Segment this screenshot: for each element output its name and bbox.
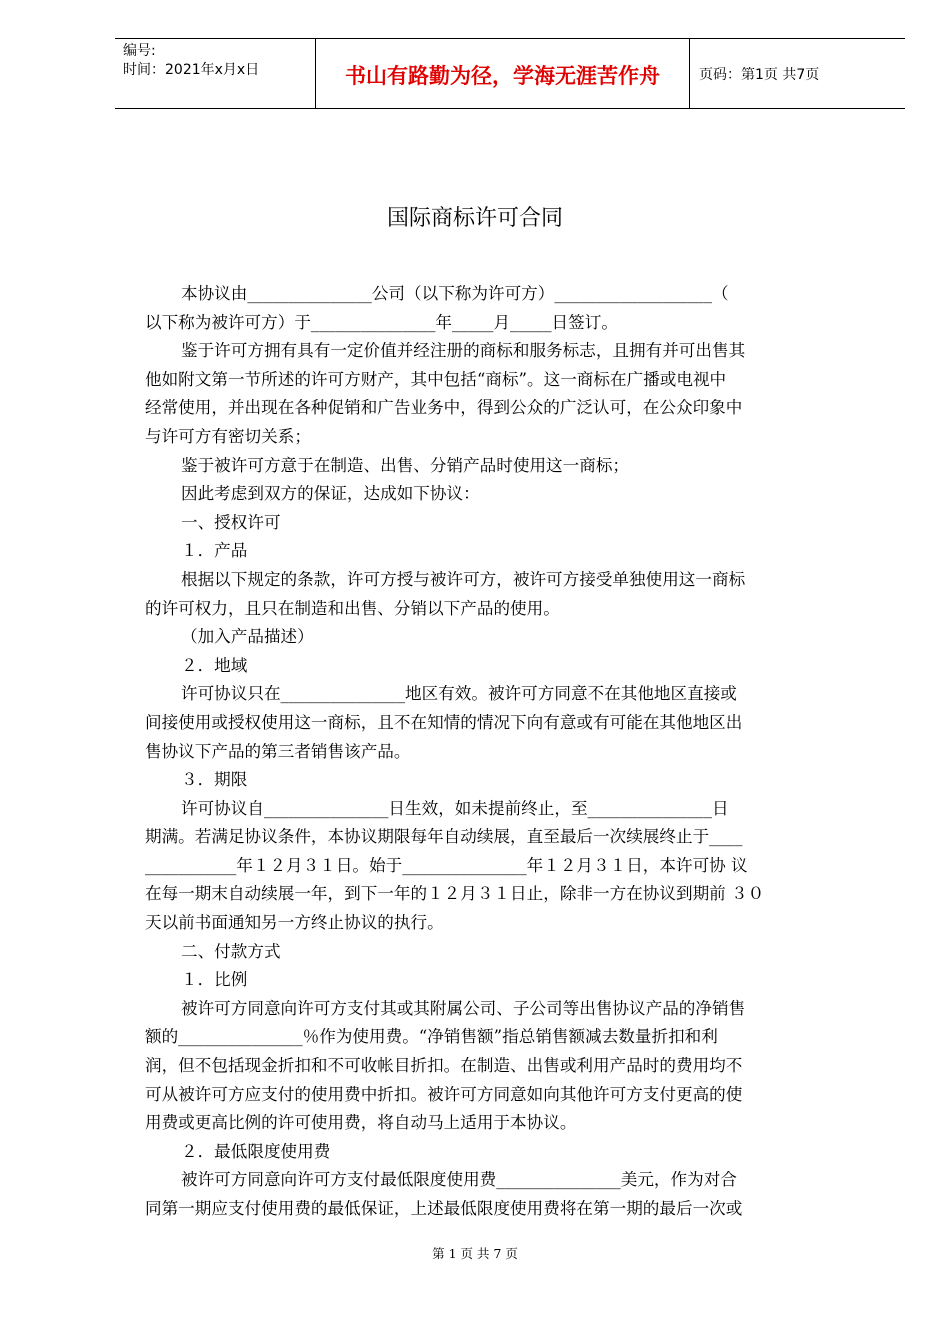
text-line: ３．期限 xyxy=(181,770,248,790)
text-line: 根据以下规定的条款，许可方授与被许可方，被许可方接受单独使用这一商标 xyxy=(181,569,746,589)
text-line: 许可协议自_______________日生效，如未提前终止，至_______________日 xyxy=(181,798,729,818)
text-line: 鉴于被许可方意于在制造、出售、分销产品时使用这一商标； xyxy=(181,455,630,475)
page-footer: 第 1 页 共 7 页 xyxy=(432,1246,518,1261)
contract-body xyxy=(145,280,835,1224)
text-line: 经常使用，并出现在各种促销和广告业务中，得到公众的广泛认可，在公众印象中 xyxy=(145,398,743,418)
text-line: 用费或更高比例的许可使用费，将自动马上适用于本协议。 xyxy=(145,1113,577,1133)
text-line: 可从被许可方应支付的使用费中折扣。被许可方同意如向其他许可方支付更高的使 xyxy=(145,1084,743,1104)
text-line: 被许可方同意向许可方支付最低限度使用费_______________美元，作为对合 xyxy=(181,1170,737,1190)
text-line: 天以前书面通知另一方终止协议的执行。 xyxy=(145,913,444,933)
text-line: 额的_______________％作为使用费。“净销售额”指总销售额减去数量折扣和利 xyxy=(145,1027,718,1047)
text-line: 期满。若满足协议条件，本协议期限每年自动续展，直至最后一次续展终止于____ xyxy=(145,827,743,847)
text-line: 二、付款方式 xyxy=(181,941,281,961)
text-line: 售协议下产品的第三者销售该产品。 xyxy=(145,741,411,761)
header-page-cell xyxy=(689,39,905,108)
document-header xyxy=(115,38,905,109)
text-line: ２．最低限度使用费 xyxy=(181,1141,331,1161)
text-line: 鉴于许可方拥有具有一定价值并经注册的商标和服务标志，且拥有并可出售其 xyxy=(181,341,746,361)
text-line: １．比例 xyxy=(181,970,248,990)
text-line: 同第一期应支付使用费的最低保证，上述最低限度使用费将在第一期的最后一次或 xyxy=(145,1199,743,1218)
text-line: 他如附文第一节所述的许可方财产，其中包括“商标”。这一商标在广播或电视中 xyxy=(145,369,727,389)
text-line: 一、授权许可 xyxy=(181,512,281,532)
serial-number-label: 编号: xyxy=(123,43,156,59)
text-line: 与许可方有密切关系； xyxy=(145,426,311,446)
header-slogan-cell xyxy=(315,39,690,108)
text-line: （加入产品描述） xyxy=(181,627,314,647)
page-info: 页码：第1页 共7页 xyxy=(699,67,820,83)
text-line: 本协议由_______________公司（以下称为许可方）___________________（ xyxy=(181,284,729,303)
text-line: 润，但不包括现金折扣和不可收帐目折扣。在制造、出售或利用产品时的费用均不 xyxy=(145,1056,743,1076)
document-title: 国际商标许可合同 xyxy=(386,206,563,231)
text-line: １．产品 xyxy=(181,541,248,561)
header-meta-cell xyxy=(115,39,315,108)
text-line: 以下称为被许可方）于_______________年_____月_____日签订。 xyxy=(145,312,618,332)
text-line: 间接使用或授权使用这一商标，且不在知情的情况下向有意或有可能在其他地区出 xyxy=(145,712,743,732)
text-line: ___________年１２月３１日。始于_______________年１２月３１日，本许可协 议 xyxy=(145,855,748,875)
time-label: 时间：2021年x月x日 xyxy=(123,62,260,78)
text-line: 在每一期末自动续展一年，到下一年的１２月３１日止，除非一方在协议到期前 ３０ xyxy=(145,884,765,904)
text-line: ２．地域 xyxy=(181,655,248,675)
text-line: 的许可权力，且只在制造和出售、分销以下产品的使用。 xyxy=(145,598,560,618)
text-line: 因此考虑到双方的保证，达成如下协议： xyxy=(181,484,480,504)
text-line: 被许可方同意向许可方支付其或其附属公司、子公司等出售协议产品的净销售 xyxy=(181,998,746,1018)
slogan: 书山有路勤为径，学海无涯苦作舟 xyxy=(345,64,660,88)
text-line: 许可协议只在_______________地区有效。被许可方同意不在其他地区直接或 xyxy=(181,684,737,704)
